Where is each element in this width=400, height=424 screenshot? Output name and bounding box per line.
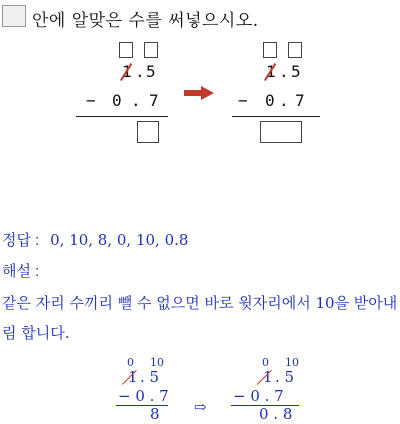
subtraction-line	[232, 116, 320, 117]
blank-box[interactable]	[119, 42, 133, 58]
minuend-rest: . 5	[275, 368, 295, 386]
explanation-text: 같은 자리 수끼리 뺄 수 없으면 바로 윗자리에서 10을 받아내림 합니다.	[2, 294, 398, 342]
minuend-ones: 1	[128, 368, 138, 386]
minuend-rest: . 5	[140, 368, 160, 386]
answer-label: 정답 :	[2, 232, 40, 249]
answer-values: 0, 10, 8, 0, 10, 0.8	[50, 231, 189, 249]
borrow-ten: 10	[285, 356, 299, 369]
decimal-point: .	[279, 62, 289, 81]
explanation-label: 해설 :	[2, 263, 40, 280]
minuend-tenths-digit: 5	[146, 62, 156, 81]
decimal-point: .	[135, 62, 145, 81]
minuend-tenths-digit: 5	[291, 62, 301, 81]
borrow-ten: 10	[150, 356, 164, 369]
result-box[interactable]	[137, 121, 159, 143]
minus-sign: −	[238, 91, 248, 110]
result-value: 0 . 8	[259, 405, 293, 423]
blank-box[interactable]	[288, 42, 302, 58]
decimal-point: .	[279, 91, 289, 110]
instruction-text: 안에 알맞은 수를 써넣으시오.	[32, 11, 259, 31]
answer-line	[2, 229, 188, 250]
subtraction-line	[76, 116, 168, 117]
subtrahend-ones-digit: 0	[112, 91, 122, 110]
subtraction-line	[116, 405, 168, 406]
subtrahend-ones-digit: 0	[265, 91, 275, 110]
minuend-ones-digit: 1	[122, 62, 132, 81]
result-value: 8	[150, 405, 160, 423]
subtrahend-tenths-digit: 7	[149, 91, 159, 110]
decimal-point: .	[131, 91, 141, 110]
subtrahend-row: − 0 . 7	[118, 387, 169, 405]
subtrahend-row: − 0 . 7	[233, 387, 284, 405]
borrow-zero: 0	[127, 356, 134, 369]
minuend-ones: 1	[263, 368, 273, 386]
hollow-arrow-icon: ⇨	[194, 398, 207, 416]
blank-box[interactable]	[263, 42, 277, 58]
subtrahend-tenths-digit: 7	[295, 91, 305, 110]
answer-box-icon	[2, 5, 26, 27]
blank-box[interactable]	[144, 42, 158, 58]
result-box[interactable]	[260, 121, 302, 143]
minuend-ones-digit: 1	[266, 62, 276, 81]
minus-sign: −	[86, 91, 96, 110]
right-arrow-icon	[184, 86, 214, 100]
borrow-zero: 0	[262, 356, 269, 369]
